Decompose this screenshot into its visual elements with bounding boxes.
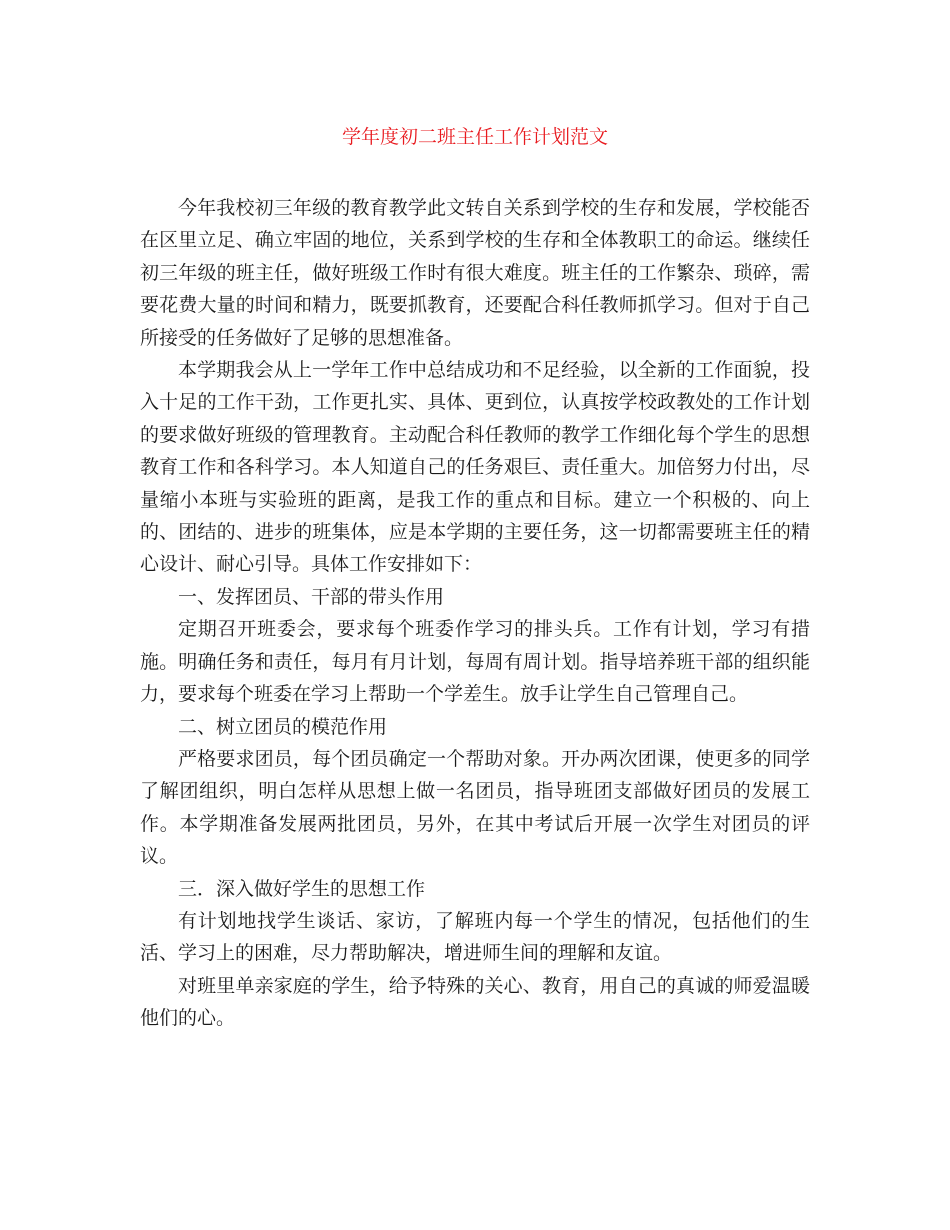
section-heading-1: 一、发挥团员、干部的带头作用: [178, 585, 445, 608]
paragraph-intro: 今年我校初三年级的教育教学此文转自关系到学校的生存和发展，学校能否在区里立足、确立牢固的地位，关系到学校的生存和全体教职工的命运。继续任初三年级的班主任，做好班级工作时有很大难度。班主任的工作繁杂、琐碎，需要花费大量的时间和精力，既要抓教育，还要配合科任教师抓学习。但对于自己所接受的任务做好了足够的思想准备。: [140, 197, 810, 349]
paragraph-plan: 本学期我会从上一学年工作中总结成功和不足经验，以全新的工作面貌，投入十足的工作干劲，工作更扎实、具体、更到位，认真按学校政教处的工作计划的要求做好班级的管理教育。主动配合科任教师的教学工作细化每个学生的思想教育工作和各科学习。本人知道自己的任务艰巨、责任重大。加倍努力付出，尽量缩小本班与实验班的距离，是我工作的重点和目标。建立一个积极的、向上的、团结的、进步的班集体，应是本学期的主要任务，这一切都需要班主任的精心设计、耐心引导。具体工作安排如下：: [140, 359, 810, 576]
paragraph-section-1: 定期召开班委会，要求每个班委作学习的排头兵。工作有计划，学习有措施。明确任务和责任，每月有月计划，每周有周计划。指导培养班干部的组织能力，要求每个班委在学习上帮助一个学差生。放手让学生自己管理自己。: [140, 618, 810, 706]
paragraph-section-3b: 对班里单亲家庭的学生，给予特殊的关心、教育，用自己的真诚的师爱温暖他们的心。: [140, 974, 810, 1030]
section-heading-3: 三．深入做好学生的思想工作: [178, 877, 426, 900]
section-heading-2: 二、树立团员的模范作用: [178, 715, 388, 738]
document-body: [140, 192, 810, 1035]
document-title: 学年度初二班主任工作计划范文: [341, 126, 608, 148]
paragraph-section-2: 严格要求团员，每个团员确定一个帮助对象。开办两次团课，使更多的同学了解团组织，明白怎样从思想上做一名团员，指导班团支部做好团员的发展工作。本学期准备发展两批团员，另外，在其中考试后开展一次学生对团员的评议。: [140, 747, 810, 868]
paragraph-section-3a: 有计划地找学生谈话、家访，了解班内每一个学生的情况，包括他们的生活、学习上的困难，尽力帮助解决，增进师生间的理解和友谊。: [140, 909, 810, 965]
